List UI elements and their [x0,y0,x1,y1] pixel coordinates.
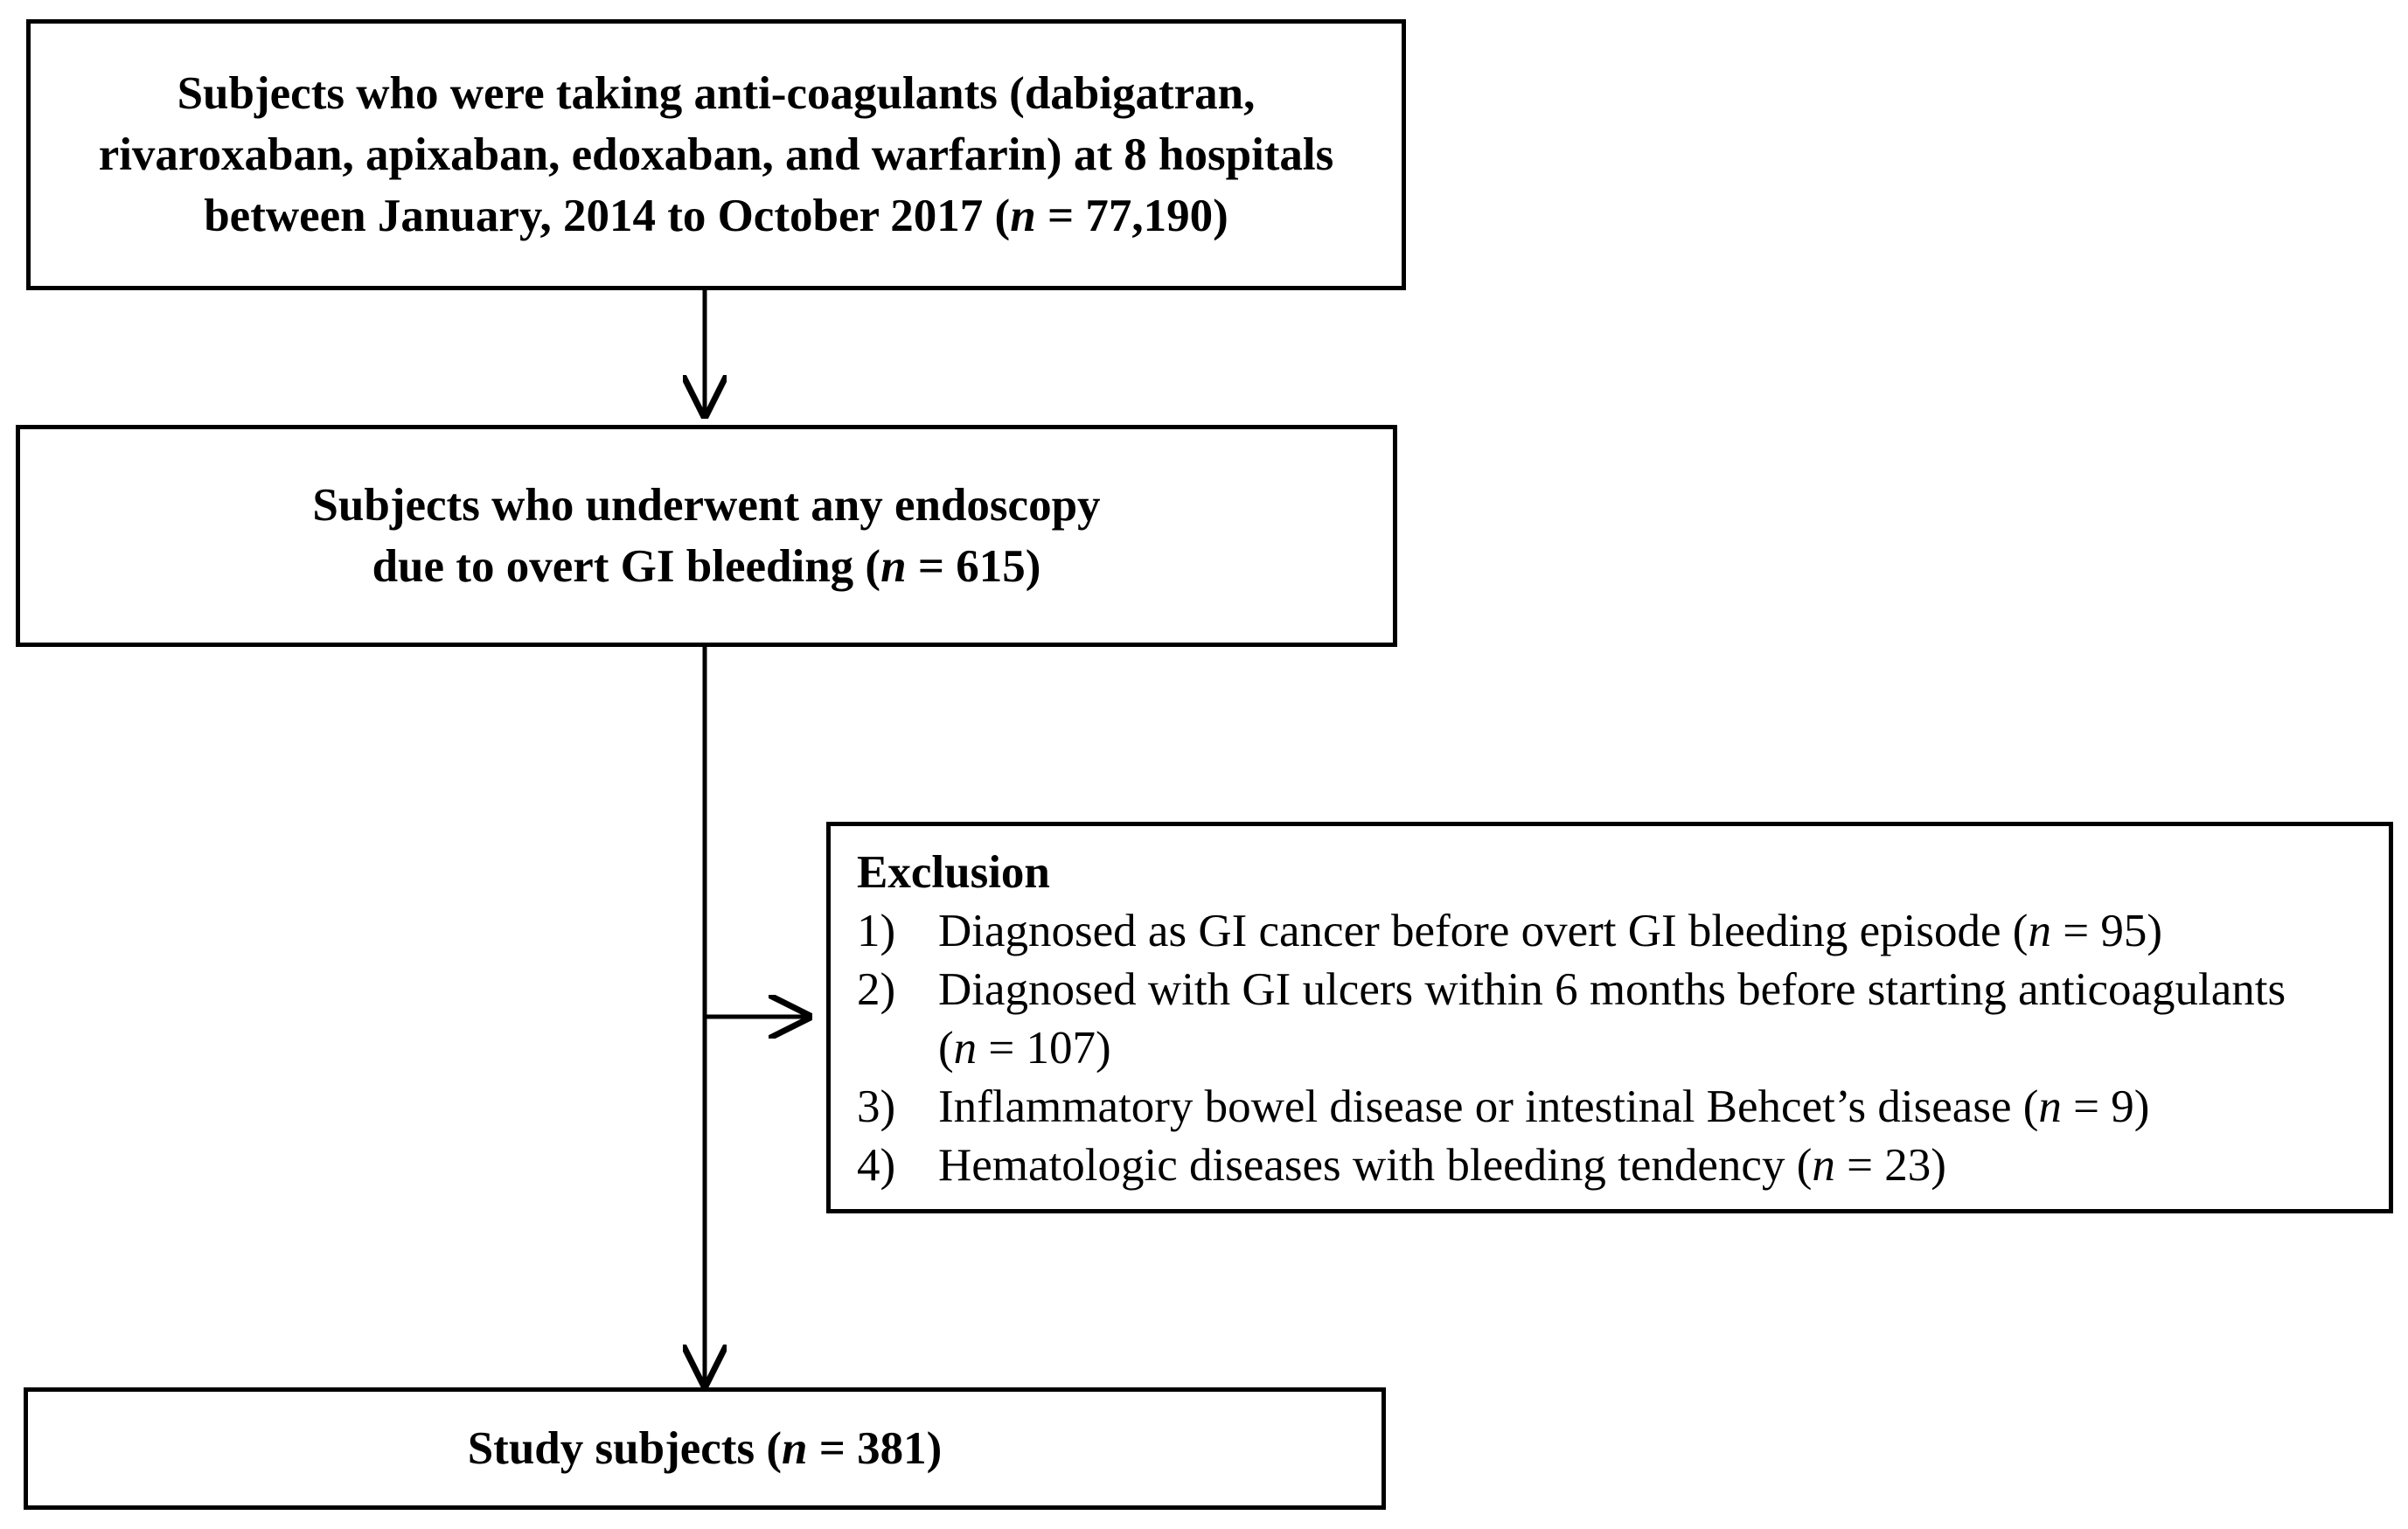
exclusion-item-4: 4) Hematologic diseases with bleeding tendency (n = 23) [857,1140,1946,1191]
exclusion-item-1: 1) Diagnosed as GI cancer before overt GI bleeding episode (n = 95) [857,906,2163,956]
box3-line: Study subjects (n = 381) [467,1423,943,1474]
exclusion-item-3: 3) Inflammatory bowel disease or intestinal Behcet’s disease (n = 9) [857,1081,2150,1132]
box1-line-1: Subjects who were taking anti-coagulants (dabigatran, [177,68,1256,119]
box-initial-subjects [26,19,1406,290]
box-endoscopy-subjects [16,425,1397,647]
box2-line-1: Subjects who underwent any endoscopy [312,480,1101,531]
box2-line-2: due to overt GI bleeding (n = 615) [372,541,1041,592]
box-study-subjects [24,1387,1386,1510]
box-exclusion [826,822,2393,1213]
exclusion-title: Exclusion [857,847,1050,898]
exclusion-item-2: 2) Diagnosed with GI ulcers within 6 months before starting anticoagulants (n = 107) [857,964,2286,1074]
box1-line-2: rivaroxaban, apixaban, edoxaban, and warfarin) at 8 hospitals [98,129,1334,180]
box1-line-3: between January, 2014 to October 2017 (n = 77,190) [204,191,1228,241]
